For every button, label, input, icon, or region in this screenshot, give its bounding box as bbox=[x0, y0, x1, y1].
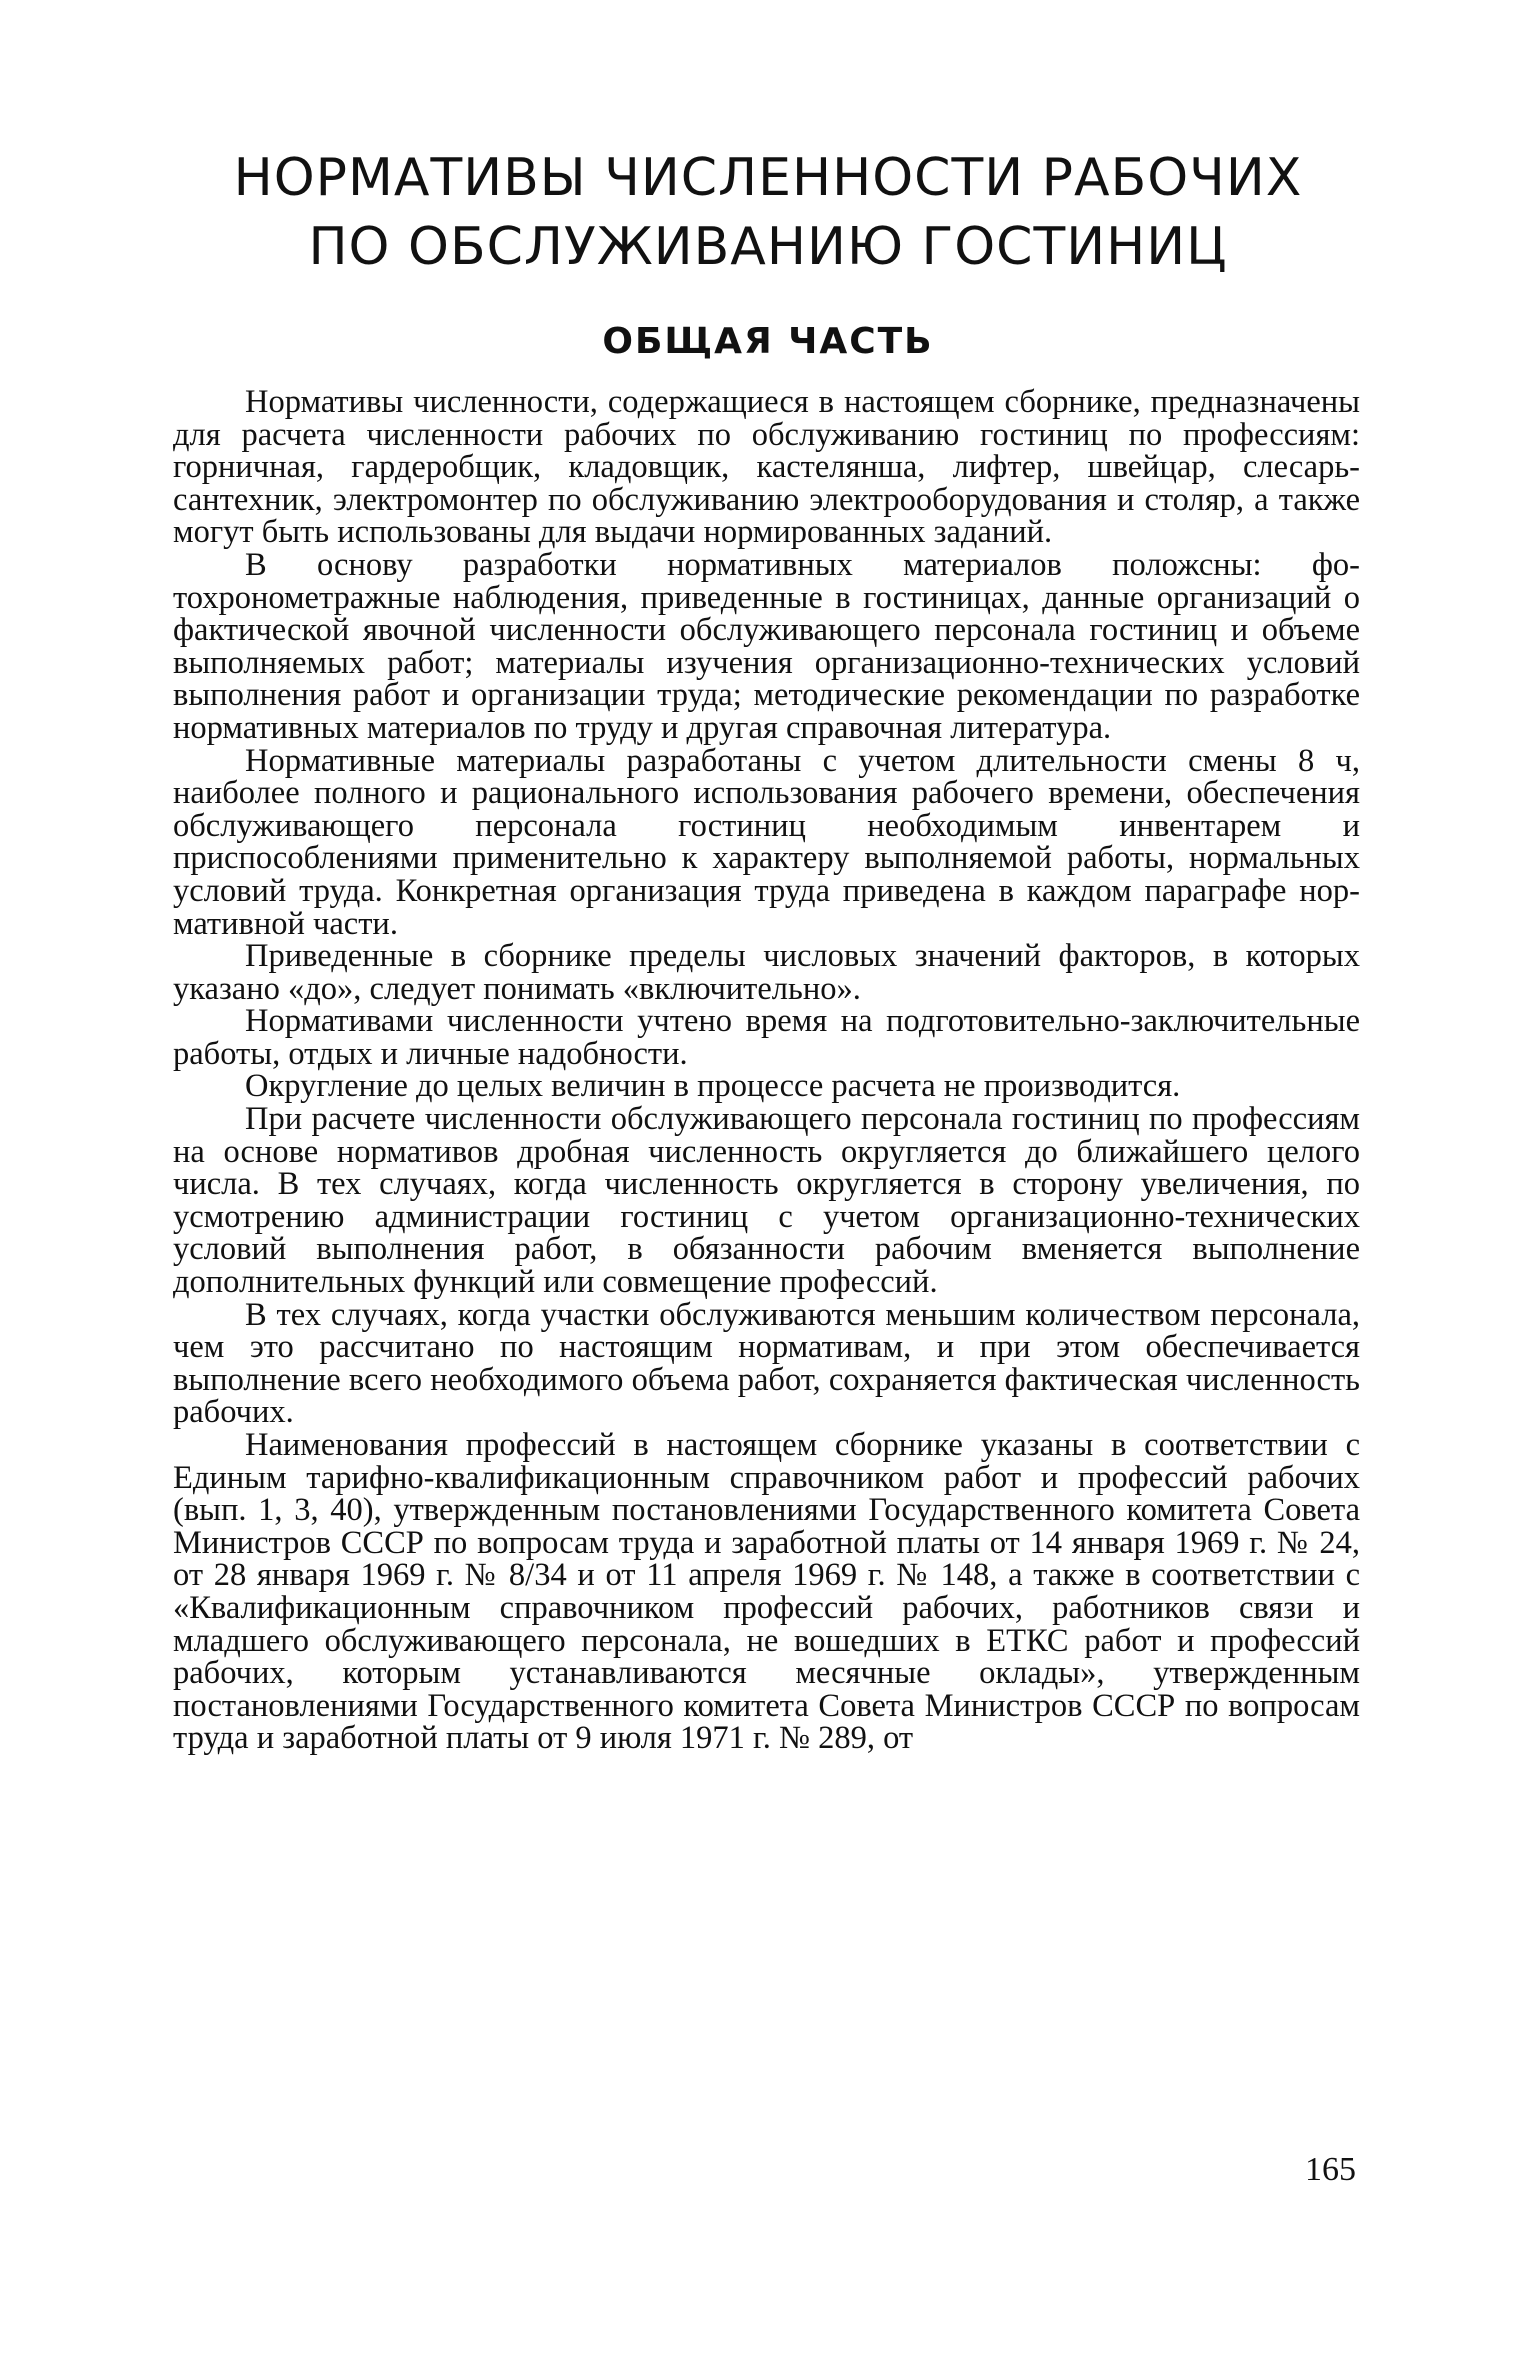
paragraph: Нормативные материалы разработаны с учетом длительности смены 8 ч, наиболее полного и рационального использования рабочего времени, обеспечения обслуживающего персонала гостиниц необходимым инвентарем и приспособлениями применительно к характеру выполняемой работы, нормальных условий труда. Конкретная организация труда приведена в каждом параграфе нормативной части. bbox=[173, 742, 1360, 942]
paragraph: Нормативами численности учтено время на подготовительно-заключительные работы, отдых и личные надобности. bbox=[173, 1003, 1360, 1072]
paragraph: В основу разработки нормативных материалов положсны: фотохронометражные наблюдения, приведенные в гостиницах, данные организаций о фактической явочной численности обслуживающего персонала гостиниц и объеме выполняемых работ; материалы изучения организационно-технических условий выполнения работ и организации труда; методические рекомендации по разработке нормативных материалов по труду и другая справочная литература. bbox=[173, 546, 1360, 746]
page-number: 165 bbox=[1305, 2151, 1356, 2188]
paragraph: Округление до целых величин в процессе расчета не производится. bbox=[245, 1068, 1181, 1105]
paragraph: Наименования профессий в настоящем сборнике указаны в соответствии с Единым тарифно-квалификационным справочником работ и профессий рабочих (вып. 1, 3, 40), утвержденным постановлениями Государственного комитета Совета Министров СССР по вопросам труда и заработной платы от 14 января 1969 г. № 24, от 28 января 1969 г. № 8/34 и от 11 апреля 1969 г. № 148, а также в соответствии с «Квалификационным справочником профессий рабочих, работников связи и младшего обслуживающего персонала, не вошедших в ЕТКС работ и профессий рабочих, которым устанавливаются месячные оклады», утвержденным постановлениями Государственного комитета Совета Министров СССР по вопросам труда и заработной платы от 9 июля 1971 г. № 289, от bbox=[173, 1427, 1360, 1757]
section-heading: ОБЩАЯ ЧАСТЬ bbox=[602, 321, 934, 362]
page-title-line-2: ПО ОБСЛУЖИВАНИЮ ГОСТИНИЦ bbox=[308, 217, 1228, 277]
paragraph: В тех случаях, когда участки обслуживаются меньшим количеством персонала, чем это рассчитано по настоящим нормативам, и при этом обеспечивается выполнение всего необходимого объема работ, сохраняется фактическая численность рабочих. bbox=[173, 1296, 1360, 1431]
paragraph: Нормативы численности, содержащиеся в настоящем сборнике, предназначены для расчета численности рабочих по обслуживанию гостиниц по профессиям: горничная, гардеробщик, кладовщик, кастелянша, лифтер, швейцар, слесарь-сантехник, электромонтер по обслуживанию электрооборудования и столяр, а также могут быть использованы для выдачи нормированных заданий. bbox=[173, 384, 1360, 551]
paragraph: При расчете численности обслуживающего персонала гостиниц по профессиям на основе нормативов дробная численность округляется до ближайшего целого числа. В тех случаях, когда численность округляется в сторону увеличения, по усмотрению администрации гостиниц с учетом организационно-технических условий выполнения работ, в обязанности рабочим вменяется выполнение дополнительных функций или совмещение профессий. bbox=[173, 1101, 1360, 1301]
page-title-line-1: НОРМАТИВЫ ЧИСЛЕННОСТИ РАБОЧИХ bbox=[233, 148, 1303, 208]
paragraph: Приведенные в сборнике пределы числовых значений факторов, в которых указано «до», следует понимать «включительно». bbox=[173, 938, 1360, 1007]
body-text bbox=[173, 386, 1360, 1755]
